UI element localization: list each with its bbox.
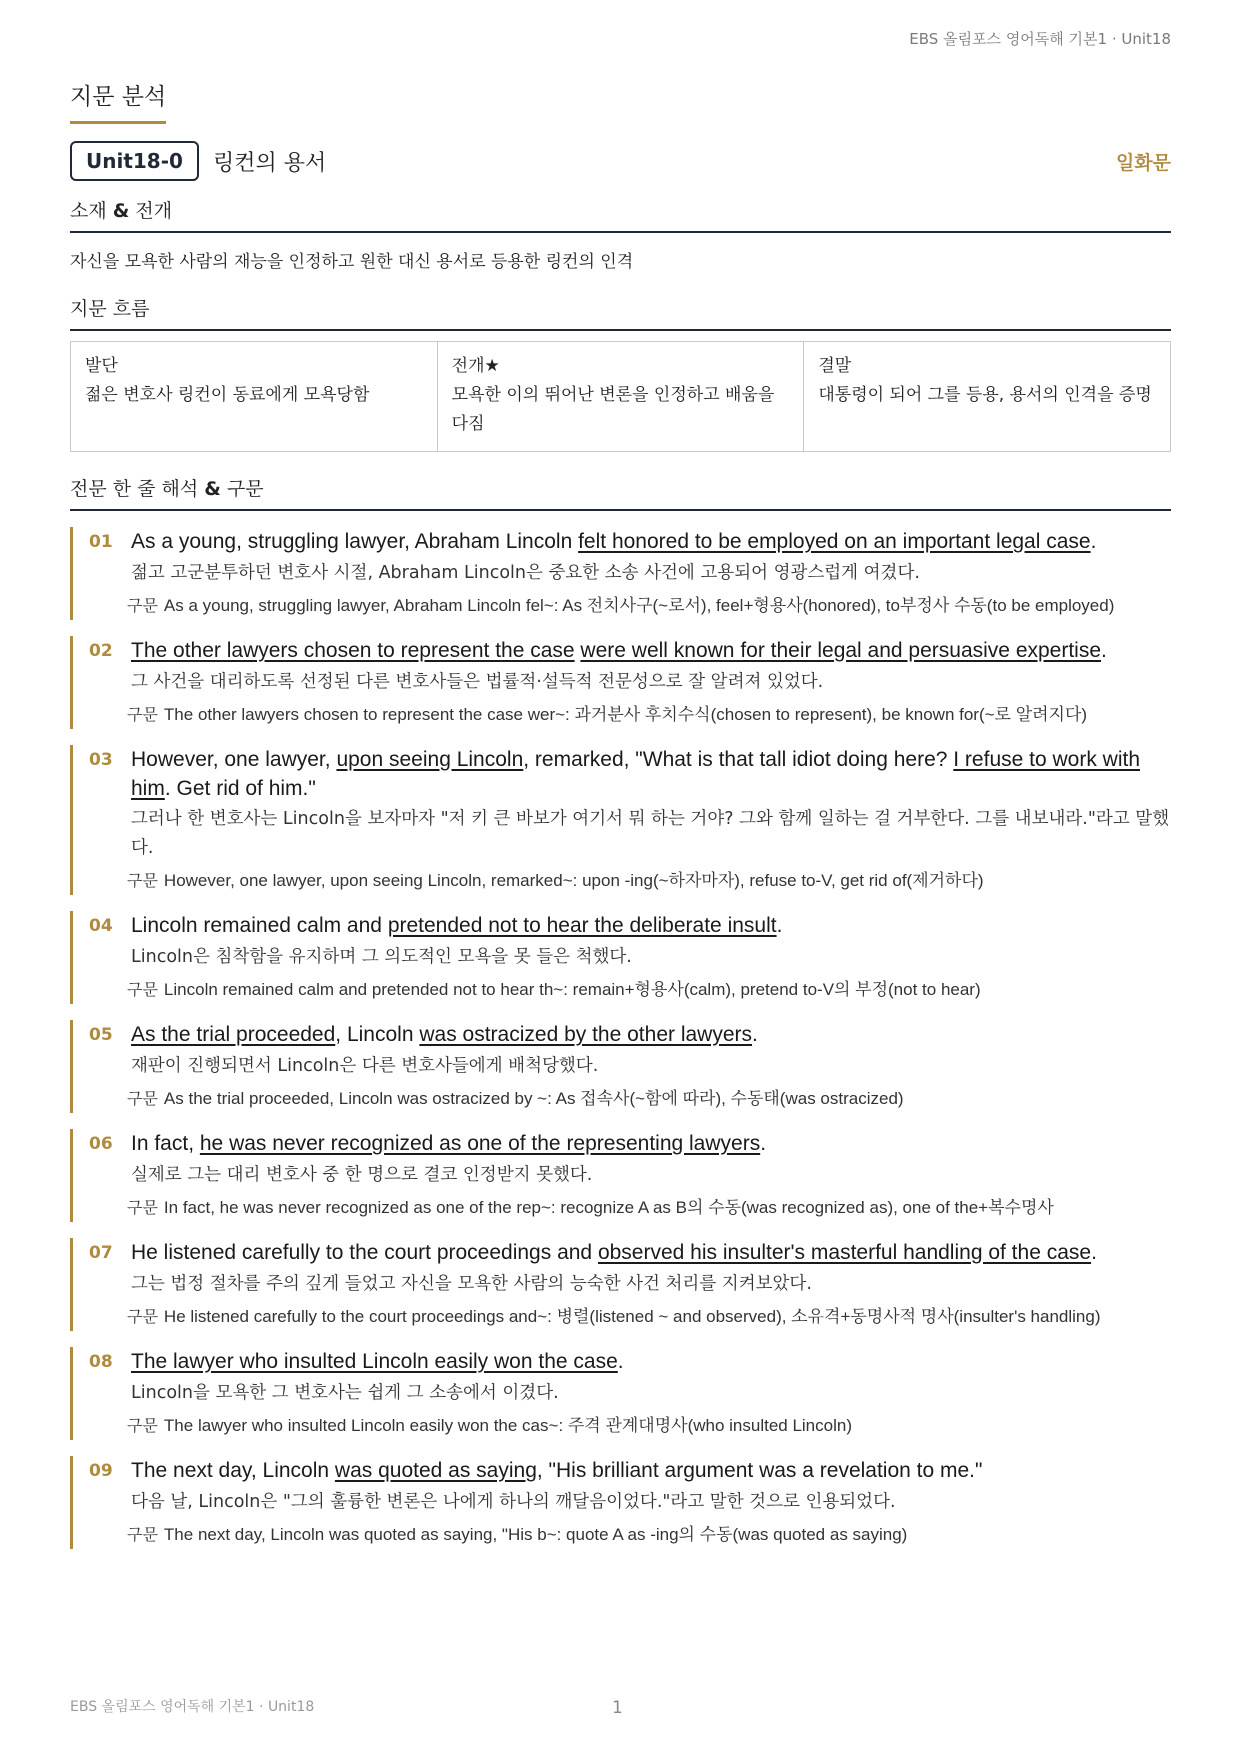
english-sentence xyxy=(131,527,1096,557)
material-summary: 자신을 모욕한 사람의 재능을 인정하고 원한 대신 용서로 등용한 링컨의 인격 xyxy=(70,252,634,272)
unit-badge: Unit18-0 xyxy=(70,141,199,181)
grammar-text: Lincoln remained calm and pretended not to hear th~: remain+형용사(calm), pretend to-V의 부정(not to hear) xyxy=(163,980,981,999)
underlined-phrase: was ostracized by the other lawyers xyxy=(419,1023,753,1046)
sentence-block xyxy=(70,1129,1171,1222)
sentence-block xyxy=(70,1238,1171,1331)
korean-translation: 재판이 진행되면서 Lincoln은 다른 변호사들에게 배척당했다. xyxy=(131,1056,599,1076)
grammar-text: In fact, he was never recognized as one of the rep~: recognize A as B의 수동(was recognized as), one of the+복수명사 xyxy=(163,1198,1054,1217)
sentence-number: 09 xyxy=(89,1461,113,1481)
underlined-phrase: pretended not to hear the deliberate insult xyxy=(387,914,777,937)
english-sentence xyxy=(131,911,782,941)
grammar-text: He listened carefully to the court proceedings and~: 병렬(listened ~ and observed), 소유격+동명사적 명사(insulter's handling) xyxy=(163,1307,1101,1326)
grammar-text: The next day, Lincoln was quoted as saying, "His b~: quote A as -ing의 수동(was quoted as saying) xyxy=(163,1525,908,1544)
sentence-fragment: . xyxy=(760,1132,767,1155)
grammar-note xyxy=(89,1085,1171,1113)
underlined-phrase: was quoted as saying xyxy=(334,1459,537,1482)
grammar-text: However, one lawyer, upon seeing Lincoln, remarked~: upon -ing(~하자마자), refuse to-V, get rid of(제거하다) xyxy=(163,871,984,890)
sentence-block xyxy=(70,745,1171,895)
grammar-tag: 구문 xyxy=(127,1416,158,1435)
grammar-tag: 구문 xyxy=(127,596,158,615)
sentence-number: 04 xyxy=(89,916,113,936)
sentence-fragment: . xyxy=(1091,1241,1097,1264)
full-text-heading: 전문 한 줄 해석 & 구문 xyxy=(70,474,1171,511)
flow-heading: 지문 흐름 xyxy=(70,294,1171,331)
sentence-fragment: . xyxy=(1101,639,1107,662)
underlined-phrase: he was never recognized as one of the representing lawyers xyxy=(199,1132,761,1155)
grammar-text: The other lawyers chosen to represent the case wer~: 과거분사 후치수식(chosen to represent), be known for(~로 알려지다) xyxy=(163,705,1088,724)
running-header: EBS 올림포스 영어독해 기본1 · Unit18 xyxy=(909,30,1171,48)
material-heading: 소재 & 전개 xyxy=(70,196,1171,233)
english-sentence xyxy=(131,1347,624,1377)
sentence-number: 02 xyxy=(89,641,113,661)
sentence-fragment: In fact, xyxy=(131,1132,200,1155)
english-sentence xyxy=(131,1020,758,1050)
sentence-fragment: However, one lawyer, xyxy=(131,748,337,771)
sentence-fragment: As a young, struggling lawyer, Abraham Lincoln xyxy=(131,530,579,553)
korean-translation: 실제로 그는 대리 변호사 중 한 명으로 결코 인정받지 못했다. xyxy=(131,1165,593,1185)
sentence-block xyxy=(70,1020,1171,1113)
sentence-fragment: , remarked, "What is that tall idiot doing here? xyxy=(523,748,954,771)
sentence-list xyxy=(70,527,1171,1549)
sentence-number: 01 xyxy=(89,532,113,552)
sentence-block xyxy=(70,527,1171,620)
underlined-phrase: felt honored to be employed on an important legal case xyxy=(578,530,1091,553)
english-sentence xyxy=(131,1456,982,1486)
grammar-text: The lawyer who insulted Lincoln easily won the cas~: 주격 관계대명사(who insulted Lincoln) xyxy=(163,1416,852,1435)
sentence-fragment: . xyxy=(1090,530,1097,553)
unit-title: 링컨의 용서 xyxy=(212,150,327,176)
sentence-fragment: The next day, Lincoln xyxy=(131,1459,335,1482)
grammar-tag: 구문 xyxy=(127,1525,158,1544)
grammar-tag: 구문 xyxy=(127,705,158,724)
korean-translation: Lincoln을 모욕한 그 변호사는 쉽게 그 소송에서 이겼다. xyxy=(131,1383,559,1403)
passage-type: 일화문 xyxy=(1115,151,1171,174)
grammar-tag: 구문 xyxy=(127,1089,158,1108)
underlined-phrase: As the trial proceeded xyxy=(131,1023,336,1046)
analysis-section xyxy=(70,78,1171,1565)
page-number: 1 xyxy=(612,1698,623,1718)
sentence-number: 08 xyxy=(89,1352,113,1372)
grammar-tag: 구문 xyxy=(127,871,158,890)
sentence-fragment: , "His brilliant argument was a revelation to me." xyxy=(536,1459,983,1482)
sentence-number: 03 xyxy=(89,750,113,770)
sentence-fragment: , Lincoln xyxy=(335,1023,420,1046)
underlined-phrase: were well known for their legal and persuasive expertise xyxy=(580,639,1102,662)
sentence-block xyxy=(70,636,1171,729)
sentence-fragment: . xyxy=(776,914,783,937)
korean-translation: 다음 날, Lincoln은 "그의 훌륭한 변론은 나에게 하나의 깨달음이었다."라고 말한 것으로 인용되었다. xyxy=(131,1492,896,1512)
english-sentence xyxy=(131,1129,766,1159)
english-sentence xyxy=(131,745,1171,803)
english-sentence xyxy=(131,636,1107,666)
korean-translation: 그러나 한 변호사는 Lincoln을 보자마자 "저 키 큰 바보가 여기서 뭐 하는 거야? 그와 함께 일하는 걸 거부한다. 그를 내보내라."라고 말했다. xyxy=(131,809,1170,858)
flow-table xyxy=(70,341,1171,452)
flow-cell-intro: 발단 젊은 변호사 링컨이 동료에게 모욕당함 xyxy=(85,356,370,405)
sentence-fragment: . xyxy=(752,1023,758,1046)
underlined-phrase: The other lawyers chosen to represent the case xyxy=(131,639,575,662)
korean-translation: 그 사건을 대리하도록 선정된 다른 변호사들은 법률적·설득적 전문성으로 잘 알려져 있었다. xyxy=(131,672,824,692)
sentence-block xyxy=(70,911,1171,1004)
flow-cell-development: 전개★ 모욕한 이의 뛰어난 변론을 인정하고 배움을 다짐 xyxy=(437,342,804,451)
grammar-tag: 구문 xyxy=(127,980,158,999)
grammar-note xyxy=(89,1303,1171,1331)
sentence-block xyxy=(70,1347,1171,1440)
unit-header xyxy=(70,140,1171,182)
sentence-block xyxy=(70,1456,1171,1549)
sentence-fragment: Lincoln remained calm and xyxy=(131,914,388,937)
grammar-text: As a young, struggling lawyer, Abraham Lincoln fel~: As 전치사구(~로서), feel+형용사(honored), to부정사 수동(to be employed) xyxy=(163,596,1115,615)
sentence-number: 05 xyxy=(89,1025,113,1045)
grammar-note xyxy=(89,701,1171,729)
english-sentence xyxy=(131,1238,1097,1268)
grammar-tag: 구문 xyxy=(127,1307,158,1326)
sentence-number: 06 xyxy=(89,1134,113,1154)
grammar-text: As the trial proceeded, Lincoln was ostracized by ~: As 접속사(~함에 따라), 수동태(was ostracized) xyxy=(163,1089,904,1108)
grammar-tag: 구문 xyxy=(127,1198,158,1217)
sentence-fragment: He listened carefully to the court proceedings and xyxy=(131,1241,598,1264)
korean-translation: 그는 법정 절차를 주의 깊게 들었고 자신을 모욕한 사람의 능숙한 사건 처리를 지켜보았다. xyxy=(131,1274,812,1294)
flow-cell-conclusion: 결말 대통령이 되어 그를 등용, 용서의 인격을 증명 xyxy=(803,342,1170,451)
underlined-phrase: observed his insulter's masterful handling of the case xyxy=(597,1241,1092,1264)
underlined-phrase: I refuse to work with him xyxy=(131,748,1140,800)
korean-translation: 젊고 고군분투하던 변호사 시절, Abraham Lincoln은 중요한 소송 사건에 고용되어 영광스럽게 여겼다. xyxy=(131,563,920,583)
sentence-fragment: . xyxy=(617,1350,624,1373)
underlined-phrase: upon seeing Lincoln xyxy=(336,748,524,771)
grammar-note xyxy=(89,1412,1171,1440)
section-title: 지문 분석 xyxy=(70,78,166,124)
grammar-note xyxy=(89,592,1171,620)
grammar-note xyxy=(89,1194,1171,1222)
sentence-number: 07 xyxy=(89,1243,113,1263)
grammar-note xyxy=(89,867,1171,895)
korean-translation: Lincoln은 침착함을 유지하며 그 의도적인 모욕을 못 들은 척했다. xyxy=(131,947,632,967)
grammar-note xyxy=(89,1521,1171,1549)
sentence-fragment: . Get rid of him." xyxy=(164,777,316,800)
underlined-phrase: The lawyer who insulted Lincoln easily won the case xyxy=(131,1350,618,1373)
footer-text: EBS 올림포스 영어독해 기본1 · Unit18 xyxy=(70,1699,315,1715)
grammar-note xyxy=(89,976,1171,1004)
